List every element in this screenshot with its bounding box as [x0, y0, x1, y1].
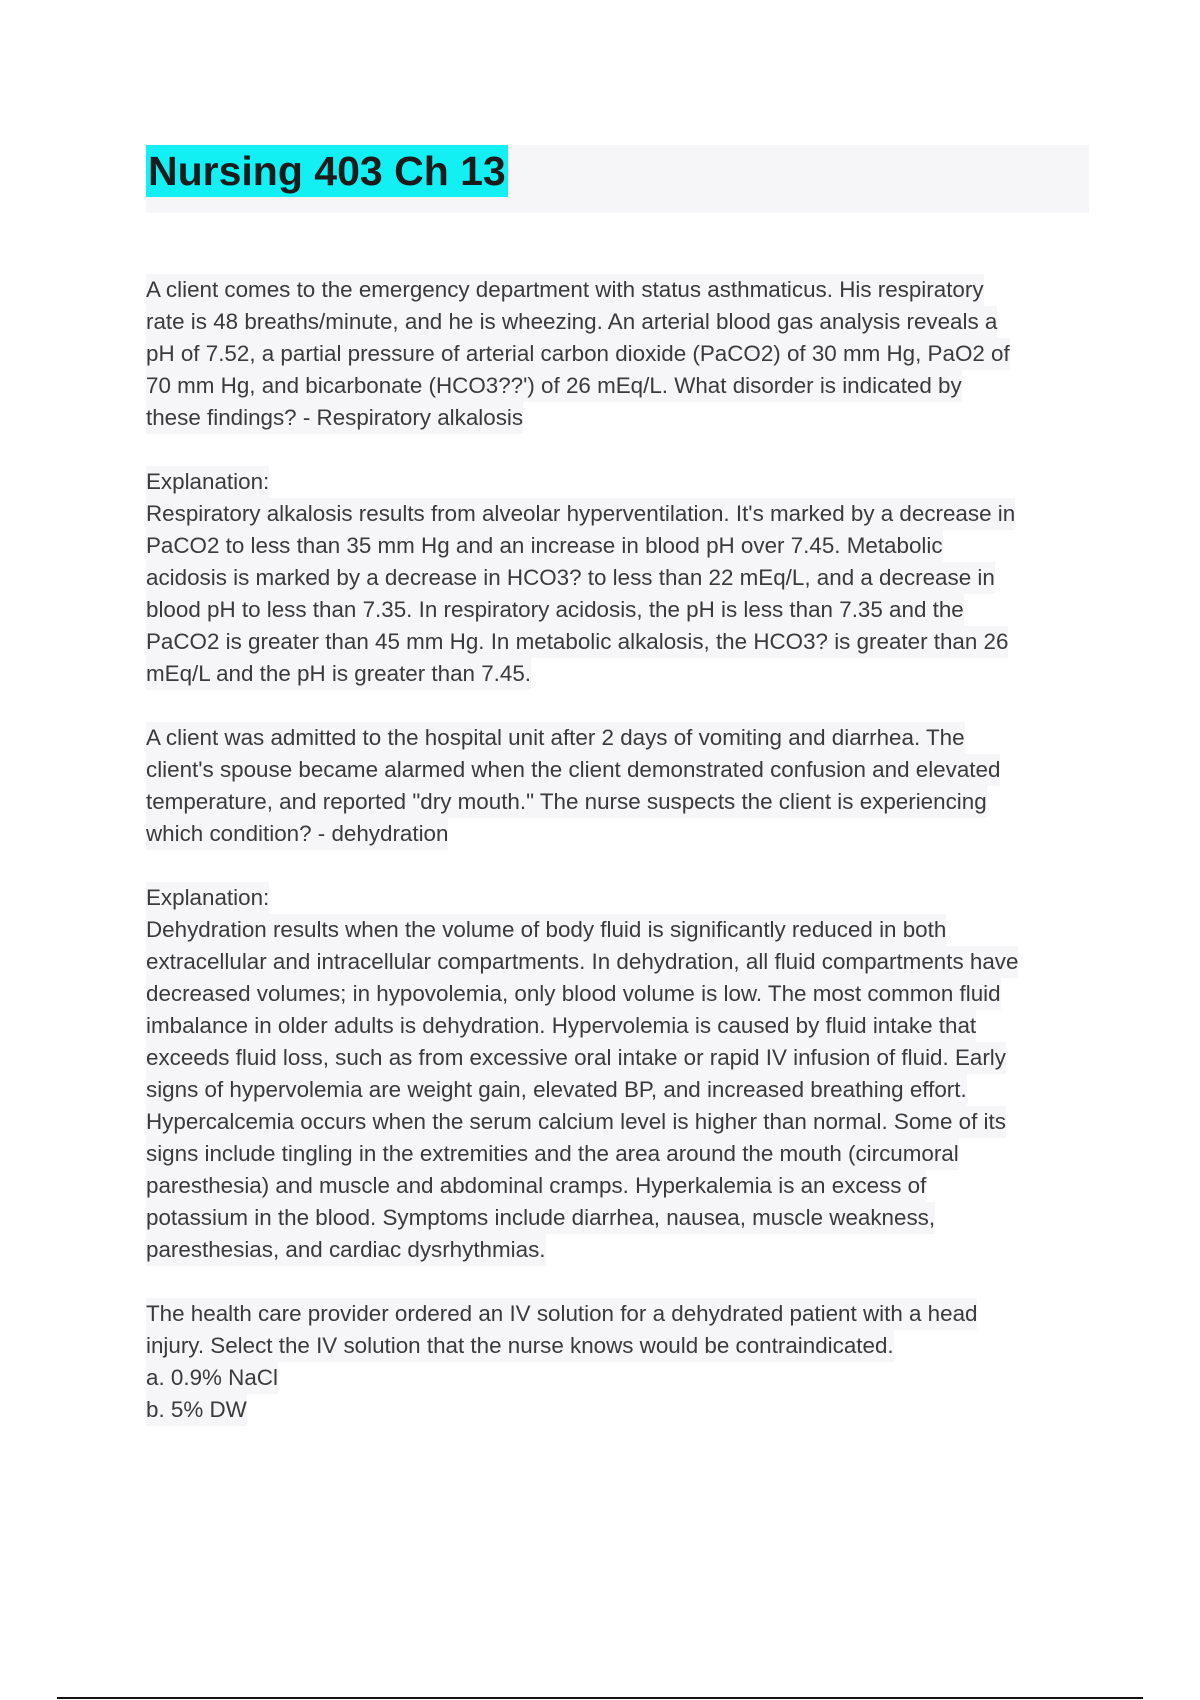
text-line: potassium in the blood. Symptoms include diarrhea, nausea, muscle weakness,	[146, 1202, 935, 1234]
text-line: The health care provider ordered an IV solution for a dehydrated patient with a head	[146, 1298, 977, 1330]
text-line: signs include tingling in the extremities and the area around the mouth (circumoral	[146, 1138, 959, 1170]
text-line: A client was admitted to the hospital unit after 2 days of vomiting and diarrhea. The	[146, 722, 965, 754]
text-line: Hypercalcemia occurs when the serum calcium level is higher than normal. Some of its	[146, 1106, 1006, 1138]
text-line: paresthesia) and muscle and abdominal cramps. Hyperkalemia is an excess of	[146, 1170, 926, 1202]
document-body	[146, 274, 1091, 1426]
text-line: client's spouse became alarmed when the client demonstrated confusion and elevated	[146, 754, 1000, 786]
question-2	[146, 722, 1091, 850]
text-line: rate is 48 breaths/minute, and he is wheezing. An arterial blood gas analysis reveals a	[146, 306, 997, 338]
explanation-heading: Explanation:	[146, 882, 269, 914]
text-line: temperature, and reported "dry mouth." The nurse suspects the client is experiencing	[146, 786, 987, 818]
text-line: PaCO2 to less than 35 mm Hg and an increase in blood pH over 7.45. Metabolic	[146, 530, 943, 562]
text-line: paresthesias, and cardiac dysrhythmias.	[146, 1234, 546, 1266]
question-1	[146, 274, 1091, 434]
explanation-2	[146, 882, 1091, 1266]
text-line: exceeds fluid loss, such as from excessive oral intake or rapid IV infusion of fluid. Early	[146, 1042, 1006, 1074]
explanation-1	[146, 466, 1091, 690]
text-line: A client comes to the emergency department with status asthmaticus. His respiratory	[146, 274, 984, 306]
page-title: Nursing 403 Ch 13	[146, 145, 508, 197]
text-line: signs of hypervolemia are weight gain, elevated BP, and increased breathing effort.	[146, 1074, 967, 1106]
text-line: acidosis is marked by a decrease in HCO3? to less than 22 mEq/L, and a decrease in	[146, 562, 995, 594]
text-line: decreased volumes; in hypovolemia, only blood volume is low. The most common fluid	[146, 978, 1001, 1010]
text-line: these findings? - Respiratory alkalosis	[146, 402, 523, 434]
text-line: PaCO2 is greater than 45 mm Hg. In metabolic alkalosis, the HCO3? is greater than 26	[146, 626, 1008, 658]
text-line: Dehydration results when the volume of body fluid is significantly reduced in both	[146, 914, 946, 946]
text-line: 70 mm Hg, and bicarbonate (HCO3??') of 26 mEq/L. What disorder is indicated by	[146, 370, 962, 402]
answer-option-a: a. 0.9% NaCl	[146, 1362, 278, 1394]
text-line: which condition? - dehydration	[146, 818, 448, 850]
text-line: blood pH to less than 7.35. In respiratory acidosis, the pH is less than 7.35 and the	[146, 594, 964, 626]
text-line: imbalance in older adults is dehydration. Hypervolemia is caused by fluid intake that	[146, 1010, 976, 1042]
text-line: mEq/L and the pH is greater than 7.45.	[146, 658, 531, 690]
explanation-heading: Explanation:	[146, 466, 269, 498]
text-line: pH of 7.52, a partial pressure of arterial carbon dioxide (PaCO2) of 30 mm Hg, PaO2 of	[146, 338, 1010, 370]
footer-rule	[57, 1697, 1143, 1699]
text-line: injury. Select the IV solution that the nurse knows would be contraindicated.	[146, 1330, 894, 1362]
answer-option-b: b. 5% DW	[146, 1394, 247, 1426]
text-line: extracellular and intracellular compartments. In dehydration, all fluid compartments have	[146, 946, 1018, 978]
text-line: Respiratory alkalosis results from alveolar hyperventilation. It's marked by a decrease in	[146, 498, 1015, 530]
question-3	[146, 1298, 1091, 1426]
